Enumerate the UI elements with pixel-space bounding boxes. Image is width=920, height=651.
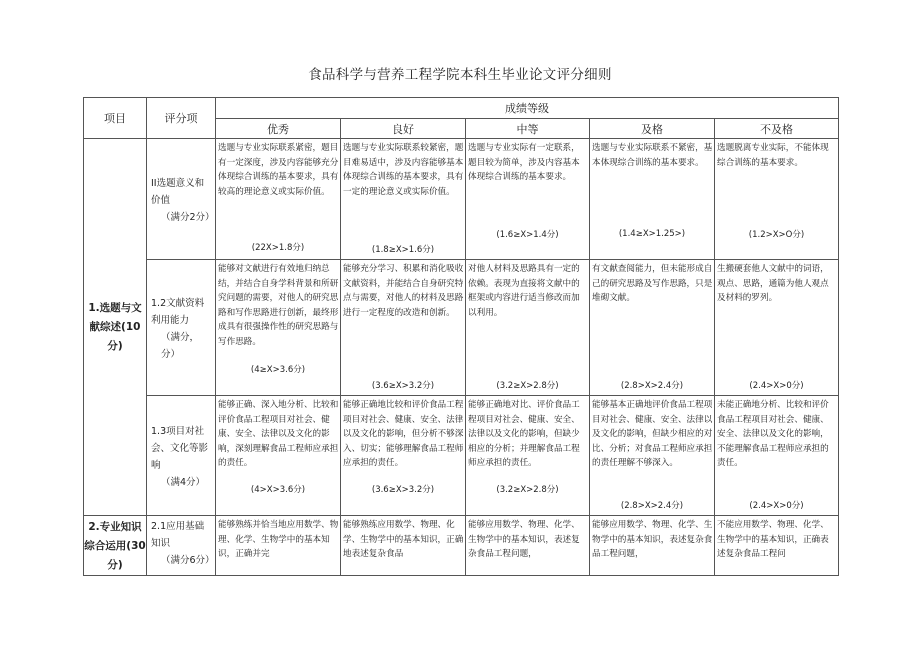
grade-cell — [341, 260, 466, 396]
criterion-name: 1.3项目对社会、文化等影响 — [151, 425, 209, 471]
grade-cell — [466, 516, 590, 576]
header-grade: 及格 — [590, 119, 715, 139]
grade-text: 生搬硬套他人文献中的词语，观点、思路，通篇为他人观点及材料的罗列。 — [717, 264, 829, 304]
grade-text: 选题与专业实际联系紧密，题目有一定深度，涉及内容能够充分体现综合训练的基本要求，具有较高的理论意义或实际价值。 — [218, 143, 339, 197]
project-cell: 2.专业知识综合运用(30分) — [84, 516, 147, 576]
project-cell: 1.选题与文献综述(10分) — [84, 139, 147, 516]
score-range: (2.8>X>2.4分) — [620, 501, 684, 512]
grade-cell — [466, 139, 590, 260]
grade-text: 能够应用数学、物理、化学、生物学中的基本知识，表述复杂食品工程问题， — [468, 520, 580, 560]
grade-text: 对他人材料及思路具有一定的依赖。表现为直接将文献中的框架或内容进行适当修改而加以利用。 — [468, 264, 580, 318]
criterion-name: 2.1应用基础知识 — [151, 521, 205, 549]
criterion-name: II选题意义和价值 — [151, 177, 205, 206]
grade-cell — [216, 516, 341, 576]
header-criterion: 评分项 — [147, 98, 216, 139]
score-range: (1.8≥X>1.6分) — [371, 245, 435, 256]
grade-text: 能够熟练并恰当地应用数学、物理、化学、生物学中的基本知识，正确并完 — [218, 520, 339, 560]
criterion-score: （满分，分） — [161, 331, 200, 360]
grade-text: 能够熟练应用数学、物理、化学、生物学中的基本知识，正确地表述复杂食品 — [343, 520, 464, 560]
header-grade: 不及格 — [715, 119, 839, 139]
grade-cell — [590, 396, 715, 516]
grade-cell — [715, 139, 839, 260]
header-grade: 中等 — [466, 119, 590, 139]
score-range: (2.4>X>0分) — [749, 381, 804, 392]
score-range: (4≥X>3.6分) — [250, 365, 306, 376]
score-range: (22X>1.8分) — [251, 243, 305, 254]
table-row — [84, 139, 839, 260]
criterion-score: （满4分） — [161, 476, 206, 488]
table-row — [84, 396, 839, 516]
grade-cell — [466, 260, 590, 396]
grade-text: 能够正确、深入地分析、比较和评价食品工程项目对社会、健康、安全、法律以及文化的影响，深刻理解食品工程师应承担的责任。 — [218, 400, 339, 469]
grade-text: 能够正确地对比、评价食品工程项目对社会、健康、安全、法律以及文化的影响，但缺少相应的分析；并理解食品工程师应承担的责任。 — [468, 400, 580, 469]
score-range: (1.2>X>O分) — [748, 230, 805, 241]
grade-text: 不能应用数学、物理、化学、生物学中的基本知识，正确表述复杂食品工程问 — [717, 520, 829, 560]
grade-cell — [341, 139, 466, 260]
criterion-score: （满分6分） — [161, 555, 215, 566]
grade-cell — [216, 139, 341, 260]
grading-table — [83, 97, 839, 576]
criterion-cell — [147, 260, 216, 396]
header-grade: 优秀 — [216, 119, 341, 139]
grade-text: 选题与专业实际有一定联系，题目较为简单，涉及内容基本体现综合训练的基本要求。 — [468, 143, 580, 183]
criterion-cell — [147, 516, 216, 576]
grade-cell — [216, 260, 341, 396]
grade-text: 能够基本正确地评价食品工程项目对社会、健康、安全、法律以及文化的影响，但缺少相应的对比、分析；对食品工程师应承担的责任理解不够深入。 — [592, 400, 713, 469]
grade-cell — [715, 260, 839, 396]
grade-text: 能够正确地比较和评价食品工程项目对社会、健康、安全、法律以及文化的影响，但分析不够深入、切实；能够理解食品工程师应承担的责任。 — [343, 400, 464, 469]
header-project: 项目 — [84, 98, 147, 139]
score-range: (3.2≥X>2.8分) — [496, 381, 559, 392]
table-row — [84, 516, 839, 576]
header-grade: 良好 — [341, 119, 466, 139]
criterion-score: （满分2分） — [161, 211, 215, 223]
criterion-cell — [147, 396, 216, 516]
grade-cell — [341, 396, 466, 516]
score-range: (3.6≥X>3.2分) — [371, 381, 435, 392]
score-range: (1.4≥X>1.25>) — [618, 229, 686, 240]
score-range: (1.6≥X>1.4分) — [496, 230, 559, 241]
grade-cell — [715, 396, 839, 516]
criterion-cell — [147, 139, 216, 260]
grade-cell — [341, 516, 466, 576]
grade-text: 选题脱离专业实际，不能体现综合训练的基本要求。 — [717, 143, 829, 168]
grade-cell — [715, 516, 839, 576]
grade-cell — [590, 516, 715, 576]
score-range: (2.8>X>2.4分) — [620, 381, 684, 392]
grade-text: 选题与专业实际联系不紧密，基本体现综合训练的基本要求。 — [592, 143, 713, 168]
grade-cell — [216, 396, 341, 516]
grade-text: 能够充分学习、积累和消化吸收文献资料，并能结合自身研究特点与需要，对他人的材料及思路进行一定程度的改造和创新。 — [343, 264, 464, 318]
grade-text: 未能正确地分析、比较和评价食品工程项目对社会、健康、安全、法律以及文化的影响，不能理解食品工程师应承担的责任。 — [717, 400, 829, 469]
score-range: (2.4>X>0分) — [749, 501, 804, 512]
criterion-name: 1.2文献资料利用能力 — [151, 297, 205, 326]
grade-cell — [590, 260, 715, 396]
score-range: (4>X>3.6分) — [250, 485, 306, 496]
table-row — [84, 260, 839, 396]
grade-cell — [590, 139, 715, 260]
score-range: (3.2≥X>2.8分) — [496, 485, 559, 496]
header-grade-group: 成绩等级 — [216, 98, 839, 119]
grade-text: 有文献查阅能力，但未能形成自己的研究思路及写作思路，只是堆砌文献。 — [592, 264, 713, 304]
grade-text: 能够对文献进行有效地归纳总结，并结合自身学科背景和所研究问题的需要，对他人的研究思路和写作思路进行创新，最终形成具有很强操作性的研究思路与写作思路。 — [218, 264, 339, 347]
grade-text: 选题与专业实际联系较紧密，题目难易适中，涉及内容能够基本体现综合训练的基本要求，具有一定的理论意义或实际价值。 — [343, 143, 464, 197]
score-range: (3.6≥X>3.2分) — [371, 485, 435, 496]
page-title: 食品科学与营养工程学院本科生毕业论文评分细则 — [308, 67, 612, 83]
grade-text: 能够应用数学、物理、化学、生物学中的基本知识，表述复杂食品工程问题， — [592, 520, 713, 560]
grade-cell — [466, 396, 590, 516]
